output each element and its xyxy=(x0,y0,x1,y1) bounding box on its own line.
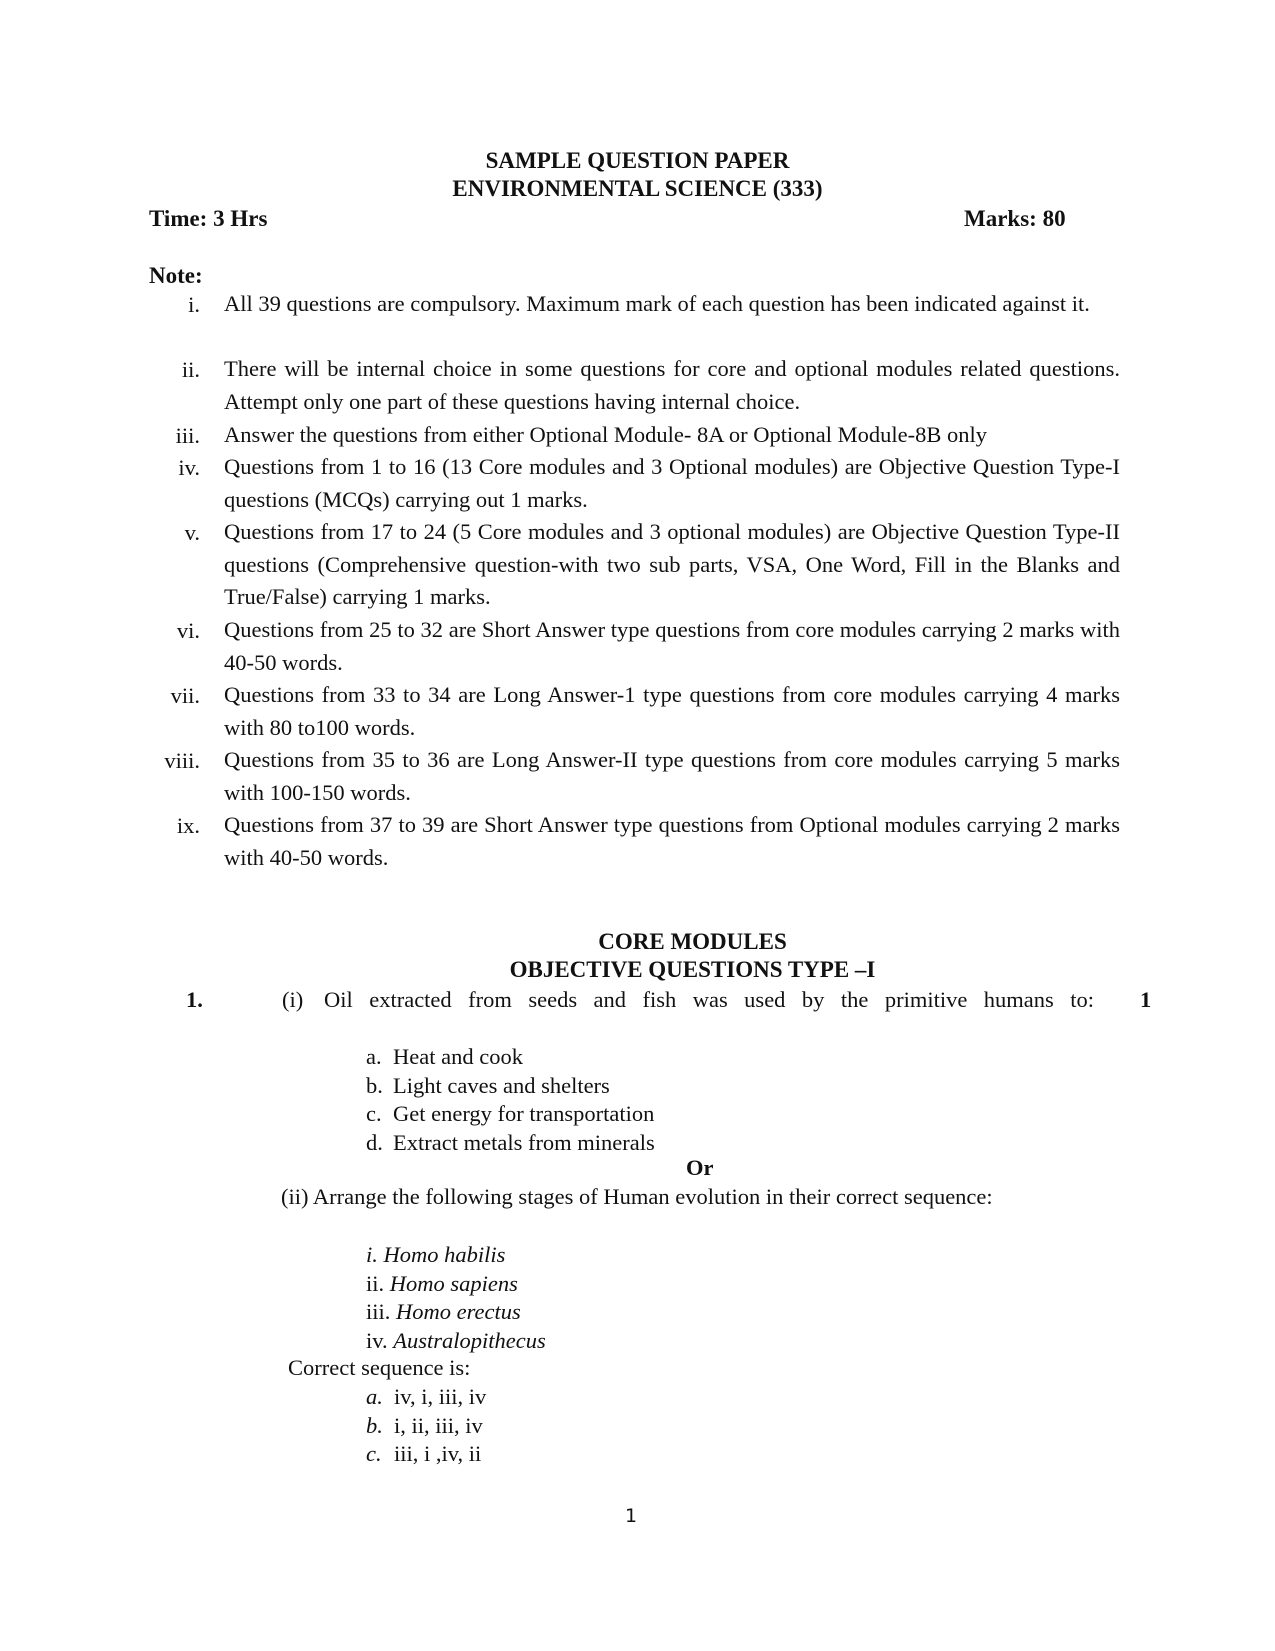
question-number: 1. xyxy=(186,987,203,1012)
evolution-stage xyxy=(366,1327,546,1355)
note-item-text: Questions from 33 to 34 are Long Answer-1 type questions from core modules carrying 4 marks with 80 to100 words. xyxy=(224,682,1120,740)
page-number: 1 xyxy=(625,1505,638,1527)
stage-number: i. xyxy=(366,1242,378,1267)
total-marks: Marks: 80 xyxy=(964,206,1066,231)
stage-number: iii. xyxy=(366,1299,391,1324)
sequence-option-text: iv, i, iii, iv xyxy=(394,1384,487,1409)
stage-number: ii. xyxy=(366,1270,385,1296)
option-letter: d. xyxy=(366,1129,383,1155)
option-text: Extract metals from minerals xyxy=(393,1129,655,1155)
note-item-text: Questions from 37 to 39 are Short Answer type questions from Optional modules carrying 2 marks with 40-50 words. xyxy=(224,812,1120,870)
note-item-text: Answer the questions from either Optional Module- 8A or Optional Module-8B only xyxy=(224,422,988,447)
question-part-i-label: (i) xyxy=(282,987,304,1012)
option-letter: c. xyxy=(366,1101,382,1126)
section-subheading: OBJECTIVE QUESTIONS TYPE –I xyxy=(509,957,876,982)
time-allowed: Time: 3 Hrs xyxy=(149,206,268,231)
question-part-ii-text: (ii) Arrange the following stages of Human evolution in their correct sequence: xyxy=(281,1184,993,1209)
sequence-option-letter: a. xyxy=(366,1384,383,1409)
note-item-number: i. xyxy=(188,292,200,317)
note-item-text: Questions from 1 to 16 (13 Core modules and 3 Optional modules) are Objective Question Type-I questions (MCQs) carrying out 1 marks. xyxy=(224,454,1120,512)
stage-name: Homo erectus xyxy=(396,1299,521,1324)
note-item-number: ii. xyxy=(181,357,200,382)
paper-title: SAMPLE QUESTION PAPER xyxy=(485,148,790,173)
option-text: Get energy for transportation xyxy=(393,1101,655,1126)
note-item-number: vii. xyxy=(170,683,200,708)
sequence-option-text: iii, i ,iv, ii xyxy=(394,1441,482,1466)
note-item-text: There will be internal choice in some questions for core and optional modules related questions. Attempt only one part of these questions having internal choice. xyxy=(224,356,1120,414)
evolution-stage xyxy=(366,1270,518,1298)
note-item-text: Questions from 35 to 36 are Long Answer-II type questions from core modules carrying 5 marks with 100-150 words. xyxy=(224,747,1120,805)
sequence-option-letter: b. xyxy=(366,1412,383,1438)
note-item-number: iii. xyxy=(175,423,200,448)
evolution-stage xyxy=(366,1298,521,1326)
note-item-number: v. xyxy=(184,520,200,545)
stage-number: iv. xyxy=(366,1327,388,1353)
section-heading: CORE MODULES xyxy=(598,929,787,954)
stage-name: Homo habilis xyxy=(383,1242,506,1267)
stage-name: Australopithecus xyxy=(393,1327,546,1353)
or-label: Or xyxy=(686,1155,714,1180)
stage-name: Homo sapiens xyxy=(389,1270,518,1296)
sequence-option-letter: c. xyxy=(366,1441,382,1466)
note-item-number: viii. xyxy=(164,748,200,773)
question-part-i-text: Oil extracted from seeds and fish was used by the primitive humans to: xyxy=(324,987,1094,1012)
option-text: Heat and cook xyxy=(393,1044,523,1069)
option-letter: a. xyxy=(366,1044,382,1069)
question-marks: 1 xyxy=(1140,987,1152,1012)
note-label: Note: xyxy=(149,263,203,288)
evolution-stage xyxy=(366,1241,505,1269)
sequence-label: Correct sequence is: xyxy=(288,1355,471,1380)
note-item-number: ix. xyxy=(176,813,200,838)
note-item-number: iv. xyxy=(178,455,200,480)
paper-subject: ENVIRONMENTAL SCIENCE (333) xyxy=(452,176,823,201)
note-item-text: All 39 questions are compulsory. Maximum mark of each question has been indicated against it. xyxy=(224,291,1090,316)
note-item-text: Questions from 17 to 24 (5 Core modules and 3 optional modules) are Objective Question Type-II questions (Comprehensive question-with two sub parts, VSA, One Word, Fill in the Blanks and True/False) carrying 1 marks. xyxy=(224,519,1120,609)
option-text: Light caves and shelters xyxy=(393,1072,610,1098)
note-item-number: vi. xyxy=(176,618,200,643)
note-item-text: Questions from 25 to 32 are Short Answer type questions from core modules carrying 2 marks with 40-50 words. xyxy=(224,617,1120,675)
sequence-option-text: i, ii, iii, iv xyxy=(394,1412,483,1438)
option-letter: b. xyxy=(366,1072,383,1098)
